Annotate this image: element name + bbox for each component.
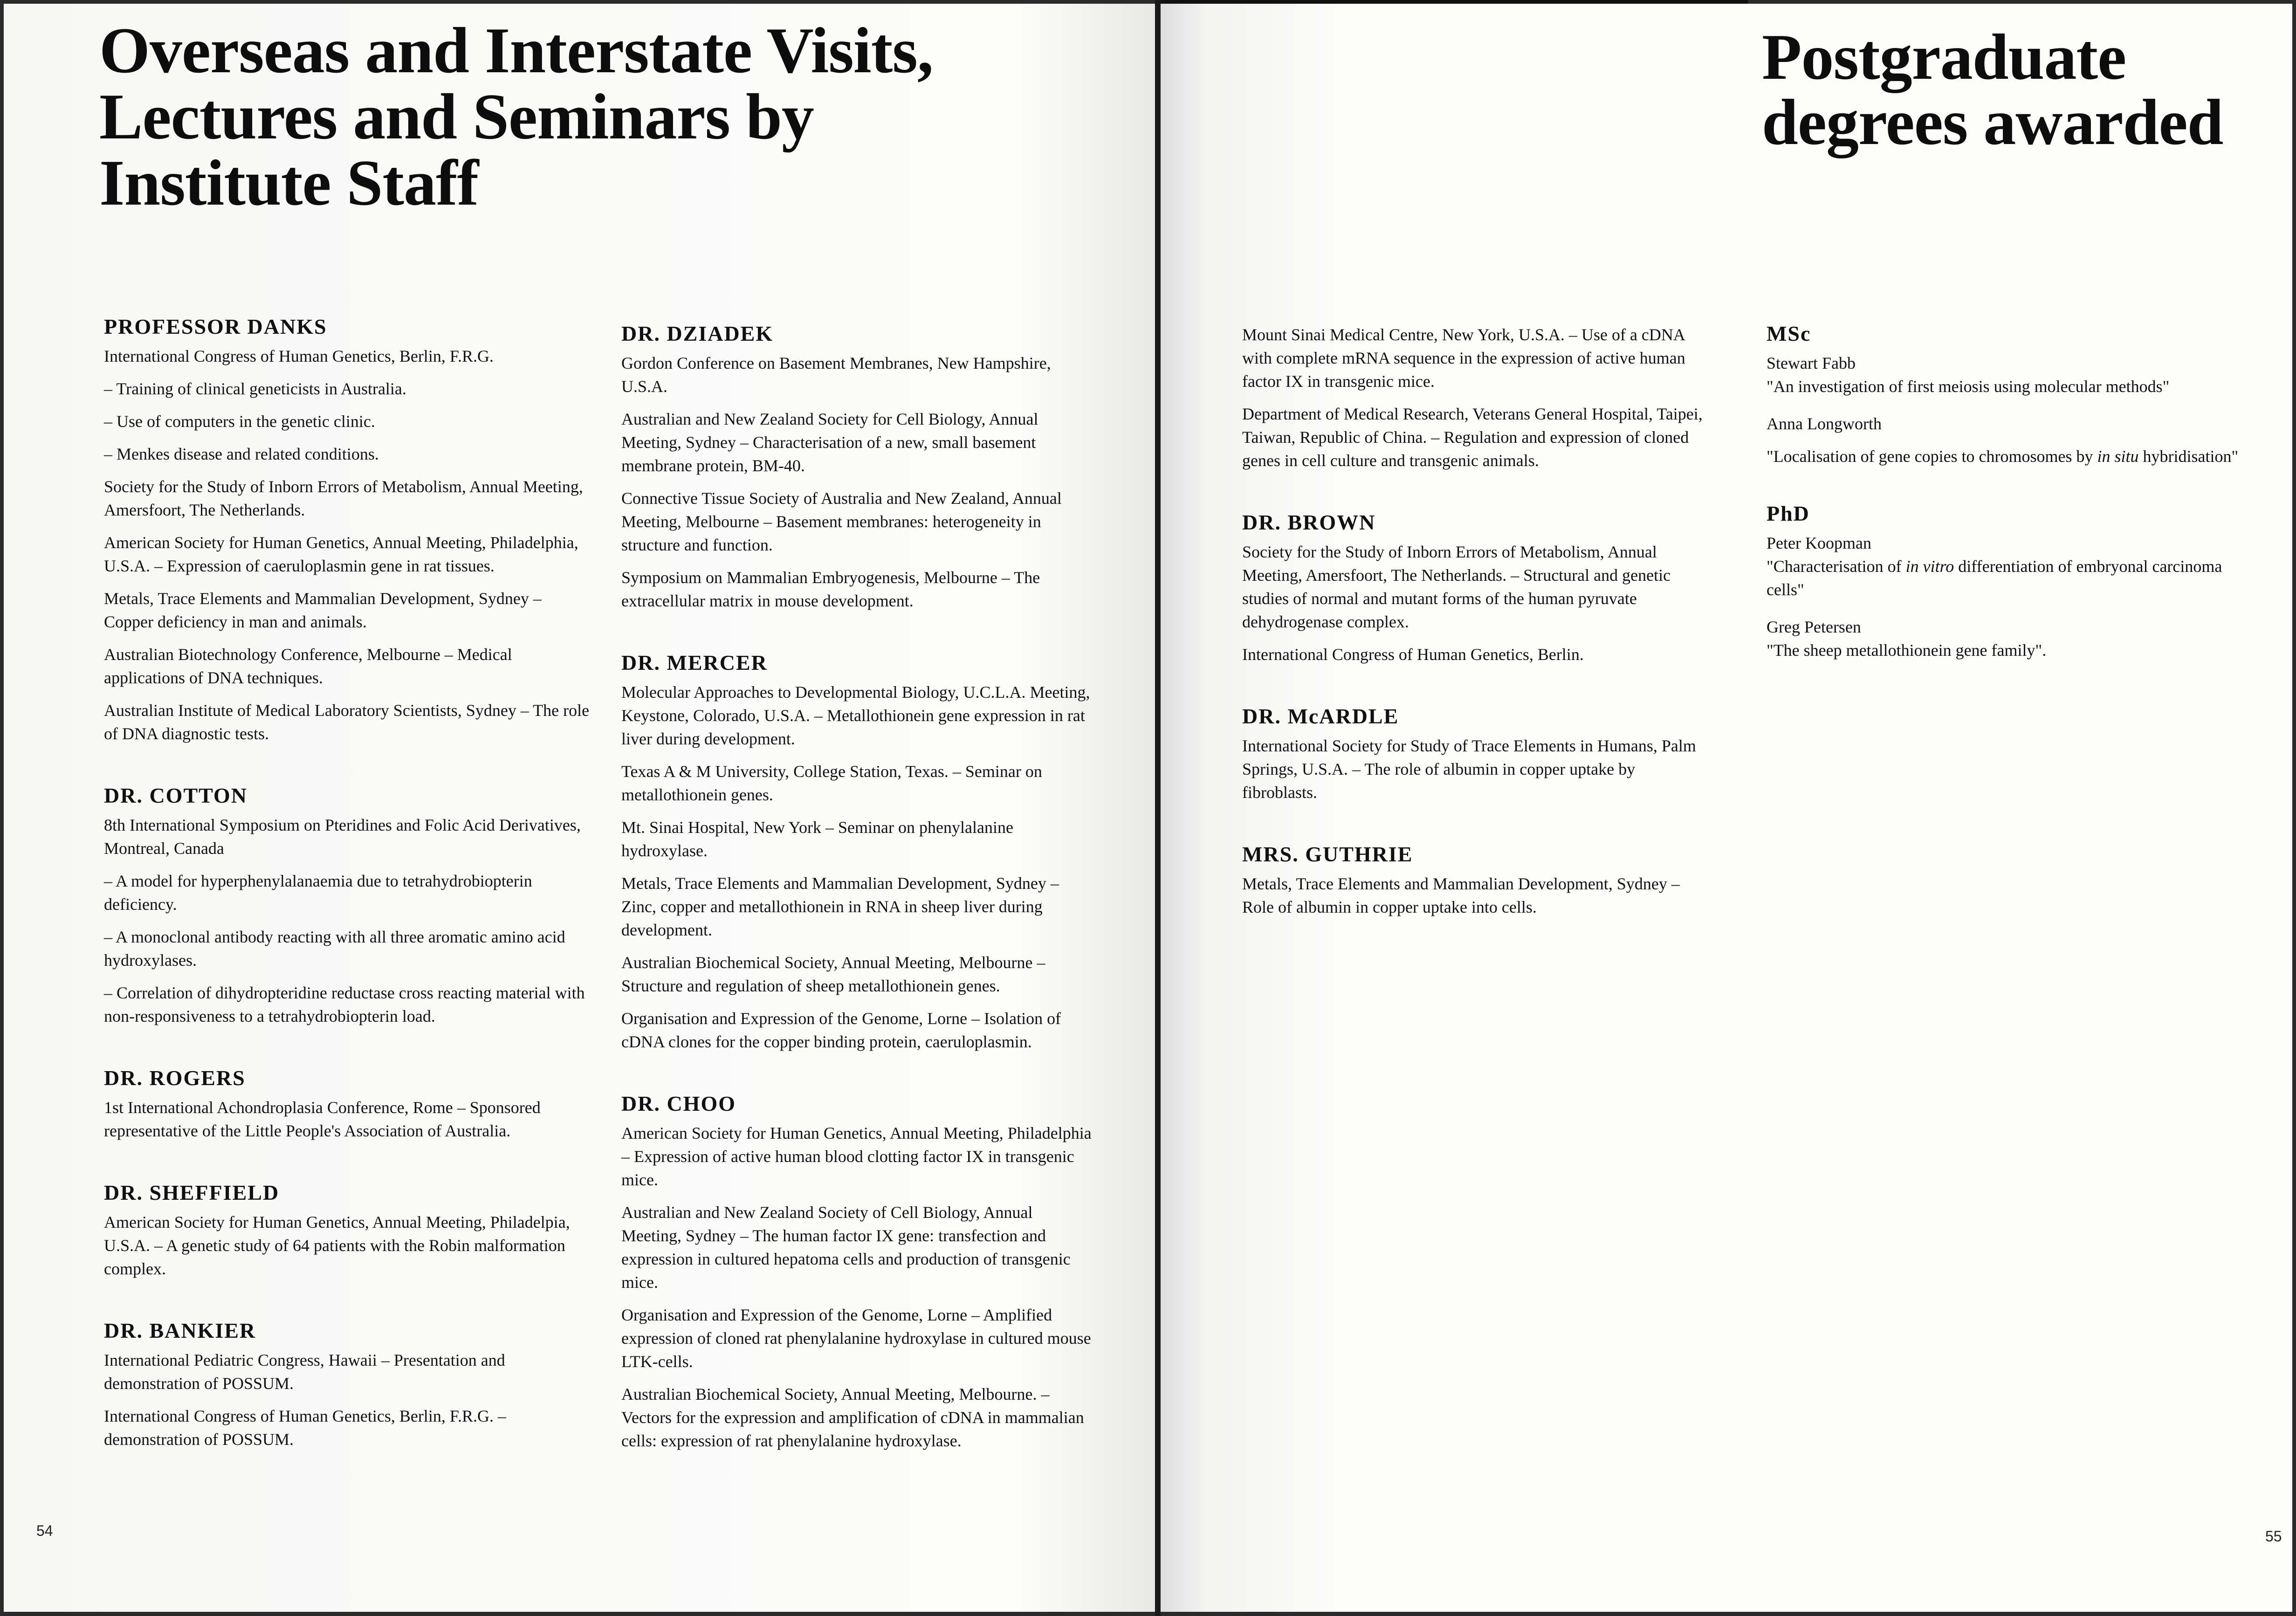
staff-section (104, 783, 593, 1028)
entry-text: Australian Biochemical Society, Annual Meeting, Melbourne – Structure and regulation of sheep metallothionein genes. (621, 953, 1045, 995)
entry-text: Society for the Study of Inborn Errors of Metabolism, Annual Meeting, Amersfoort, The Netherlands. (104, 477, 583, 519)
entry-text: Mount Sinai Medical Centre, New York, U.S.A. – Use of a cDNA with complete mRNA sequence in the expression of active human factor IX in transgenic mice. (1242, 325, 1685, 391)
entry-text: Organisation and Expression of the Genome, Lorne – Amplified expression of cloned rat phenylalanine hydroxylase in cultured mouse LTK-cells. (621, 1306, 1091, 1371)
thesis-title: "Characterisation of in vitro differentiation of embryonal carcinoma cells" (1767, 557, 2222, 599)
right-page (1161, 4, 2292, 1612)
entry-text: Symposium on Mammalian Embryogenesis, Melbourne – The extracellular matrix in mouse development. (621, 568, 1040, 610)
entry-text: 8th International Symposium on Pteridines and Folic Acid Derivatives, Montreal, Canada (104, 816, 581, 858)
staff-name-heading: DR. McARDLE (1242, 704, 1399, 728)
entry-text: International Congress of Human Genetics, Berlin, F.R.G. – demonstration of POSSUM. (104, 1407, 506, 1449)
staff-name-heading: DR. SHEFFIELD (104, 1181, 280, 1204)
entry-text: Mt. Sinai Hospital, New York – Seminar on phenylalanine hydroxylase. (621, 818, 1013, 860)
continued-section (1242, 323, 1713, 472)
entry-text: Department of Medical Research, Veterans General Hospital, Taipei, Taiwan, Republic of China. – Regulation and expression of cloned genes in cell culture and transgenic animals. (1242, 405, 1703, 470)
entry-text: Metals, Trace Elements and Mammalian Development, Sydney – Copper deficiency in man and animals. (104, 589, 542, 631)
staff-section (104, 314, 593, 745)
thesis-title: "An investigation of first meiosis using molecular methods" (1767, 377, 2170, 396)
thesis-title: "The sheep metallothionein gene family". (1767, 641, 2047, 660)
staff-name-heading: DR. MERCER (621, 651, 768, 674)
entry-text: 1st International Achondroplasia Conference, Rome – Sponsored representative of the Little People's Association of Australia. (104, 1098, 541, 1140)
entry-text: Australian and New Zealand Society of Cell Biology, Annual Meeting, Sydney – The human factor IX gene: transfection and expression in cultured hepatoma cells and production of transgenic mice. (621, 1203, 1071, 1292)
degree-heading: PhD (1767, 502, 1810, 525)
staff-section (104, 1318, 593, 1451)
staff-name-heading: DR. DZIADEK (621, 322, 774, 345)
entry-text: – Use of computers in the genetic clinic. (104, 412, 375, 431)
staff-section (1242, 703, 1713, 804)
book-gutter (1155, 0, 1161, 1616)
entry-text: American Society for Human Genetics, Annual Meeting, Philadelphia, U.S.A. – Expression of caeruloplasmin gene in rat tissues. (104, 533, 578, 575)
left-page (4, 4, 1155, 1612)
right-column-1 (1242, 323, 1713, 919)
student-name: Anna Longworth (1767, 414, 1882, 433)
degrees-column (1767, 321, 2256, 662)
entry-text: American Society for Human Genetics, Annual Meeting, Philadelpia, U.S.A. – A genetic study of 64 patients with the Robin malformation complex. (104, 1213, 570, 1278)
staff-section (1242, 509, 1713, 666)
staff-section (104, 1065, 593, 1142)
entry-text: Connective Tissue Society of Australia and New Zealand, Annual Meeting, Melbourne – Basement membranes: heterogeneity in structure and function. (621, 489, 1062, 554)
entry-text: – A monoclonal antibody reacting with all three aromatic amino acid hydroxylases. (104, 928, 565, 970)
left-column-1 (104, 314, 593, 1451)
thesis-title: "Localisation of gene copies to chromosomes by in situ hybridisation" (1767, 447, 2239, 466)
page-number: 55 (2265, 1528, 2282, 1545)
entry-text: American Society for Human Genetics, Annual Meeting, Philadelphia – Expression of active human blood clotting factor IX in transgenic mice. (621, 1124, 1092, 1189)
degree-section-phd (1767, 501, 2256, 662)
staff-section (1242, 841, 1713, 919)
entry-text: International Congress of Human Genetics, Berlin, F.R.G. (104, 347, 494, 365)
staff-section (621, 1091, 1097, 1452)
entry-text: Australian Biochemical Society, Annual Meeting, Melbourne. – Vectors for the expression and amplification of cDNA in mammalian cells: expression of rat phenylalanine hydroxylase. (621, 1385, 1084, 1450)
entry-text: Molecular Approaches to Developmental Biology, U.C.L.A. Meeting, Keystone, Colorado, U.S.A. – Metallothionein gene expression in rat liver during development. (621, 683, 1090, 748)
entry-text: – Correlation of dihydropteridine reductase cross reacting material with non-responsiveness to a tetrahydrobiopterin load. (104, 983, 585, 1025)
student-name: Peter Koopman (1767, 534, 1871, 552)
entry-text: Australian Institute of Medical Laboratory Scientists, Sydney – The role of DNA diagnostic tests. (104, 701, 590, 743)
degree-heading: MSc (1767, 322, 1811, 345)
staff-name-heading: DR. COTTON (104, 784, 247, 807)
staff-name-heading: DR. ROGERS (104, 1066, 246, 1090)
entry-text: – A model for hyperphenylalanaemia due to tetrahydrobiopterin deficiency. (104, 872, 532, 914)
entry-text: Metals, Trace Elements and Mammalian Development, Sydney – Zinc, copper and metallothionein in RNA in sheep liver during development. (621, 874, 1059, 939)
entry-text: International Society for Study of Trace Elements in Humans, Palm Springs, U.S.A. – The role of albumin in copper uptake by fibroblasts. (1242, 736, 1696, 802)
student-name: Stewart Fabb (1767, 354, 1856, 372)
entry-text: – Training of clinical geneticists in Australia. (104, 379, 406, 398)
entry-text: Australian and New Zealand Society for Cell Biology, Annual Meeting, Sydney – Characterisation of a new, small basement membrane protein, BM-40. (621, 410, 1038, 475)
page-title: Postgraduate degrees awarded (1762, 21, 2223, 158)
staff-section (621, 321, 1097, 612)
student-name: Greg Petersen (1767, 618, 1861, 636)
staff-name-heading: DR. BANKIER (104, 1319, 256, 1342)
entry-text: Metals, Trace Elements and Mammalian Development, Sydney – Role of albumin in copper uptake into cells. (1242, 874, 1680, 916)
entry-text: – Menkes disease and related conditions. (104, 445, 379, 463)
entry-text: International Pediatric Congress, Hawaii – Presentation and demonstration of POSSUM. (104, 1351, 505, 1393)
entry-text: Texas A & M University, College Station, Texas. – Seminar on metallothionein genes. (621, 762, 1042, 804)
page-title: Overseas and Interstate Visits, Lectures and Seminars by Institute Staff (99, 14, 933, 219)
entry-text: Society for the Study of Inborn Errors of Metabolism, Annual Meeting, Amersfoort, The Netherlands. – Structural and genetic studies of normal and mutant forms of the human pyruvate dehydrogenase complex. (1242, 543, 1671, 631)
staff-name-heading: PROFESSOR DANKS (104, 315, 327, 338)
left-column-2 (621, 321, 1097, 1452)
entry-text: Australian Biotechnology Conference, Melbourne – Medical applications of DNA techniques. (104, 645, 512, 687)
staff-section (104, 1180, 593, 1280)
staff-name-heading: DR. CHOO (621, 1092, 736, 1115)
page-number: 54 (36, 1522, 53, 1539)
entry-text: Gordon Conference on Basement Membranes, New Hampshire, U.S.A. (621, 354, 1051, 396)
degree-section-msc (1767, 321, 2256, 468)
staff-name-heading: MRS. GUTHRIE (1242, 842, 1413, 866)
staff-name-heading: DR. BROWN (1242, 510, 1376, 534)
entry-text: Organisation and Expression of the Genome, Lorne – Isolation of cDNA clones for the copper binding protein, caeruloplasmin. (621, 1009, 1061, 1051)
staff-section (621, 650, 1097, 1053)
entry-text: International Congress of Human Genetics, Berlin. (1242, 645, 1584, 664)
